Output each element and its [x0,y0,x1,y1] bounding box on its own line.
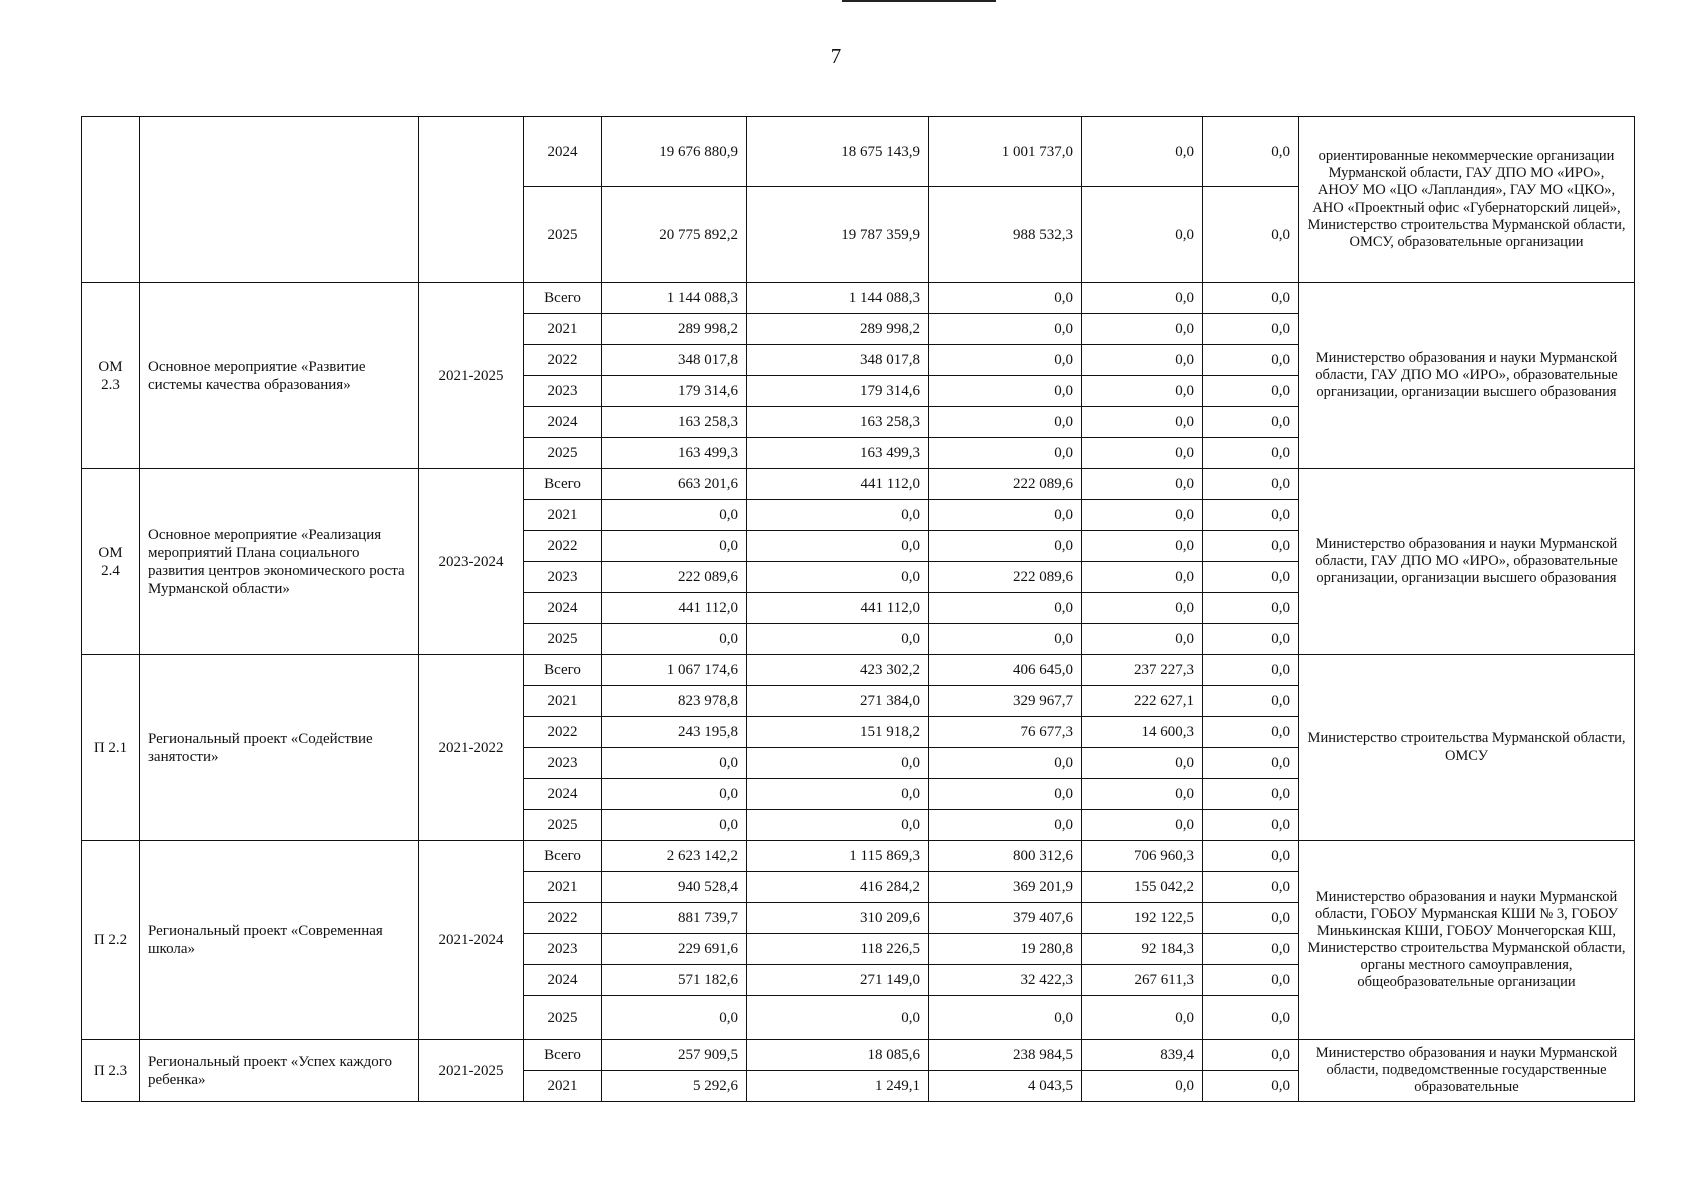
value-cell: 0,0 [1082,562,1203,593]
total-cell: 163 258,3 [602,407,747,438]
activity-code: П 2.1 [82,655,140,841]
value-cell: 0,0 [747,562,929,593]
value-cell: 0,0 [1203,624,1299,655]
activity-period: 2021-2022 [419,655,524,841]
value-cell: 237 227,3 [1082,655,1203,686]
value-cell: 0,0 [1203,407,1299,438]
total-cell: 243 195,8 [602,717,747,748]
total-cell: 0,0 [602,748,747,779]
activity-name: Основное мероприятие «Развитие системы качества образования» [140,283,419,469]
total-cell: 441 112,0 [602,593,747,624]
year-cell: 2021 [524,314,602,345]
value-cell: 222 089,6 [929,469,1082,500]
value-cell: 0,0 [1082,1071,1203,1102]
total-cell: 0,0 [602,810,747,841]
year-cell: 2022 [524,717,602,748]
value-cell: 0,0 [1203,500,1299,531]
value-cell: 0,0 [1082,996,1203,1040]
year-cell: 2024 [524,407,602,438]
total-cell: 289 998,2 [602,314,747,345]
value-cell: 0,0 [1203,187,1299,283]
value-cell: 0,0 [1082,117,1203,187]
value-cell: 151 918,2 [747,717,929,748]
activity-period: 2023-2024 [419,469,524,655]
value-cell: 800 312,6 [929,841,1082,872]
value-cell: 4 043,5 [929,1071,1082,1102]
value-cell: 76 677,3 [929,717,1082,748]
value-cell: 222 089,6 [929,562,1082,593]
value-cell: 0,0 [1203,376,1299,407]
value-cell: 0,0 [747,500,929,531]
value-cell: 14 600,3 [1082,717,1203,748]
value-cell: 238 984,5 [929,1040,1082,1071]
value-cell: 0,0 [1203,748,1299,779]
value-cell: 0,0 [1082,407,1203,438]
value-cell: 0,0 [929,810,1082,841]
value-cell: 706 960,3 [1082,841,1203,872]
value-cell: 0,0 [929,407,1082,438]
activity-code [82,117,140,283]
value-cell: 0,0 [1203,872,1299,903]
value-cell: 0,0 [929,345,1082,376]
value-cell: 32 422,3 [929,965,1082,996]
value-cell: 0,0 [1082,593,1203,624]
value-cell: 0,0 [929,748,1082,779]
value-cell: 0,0 [929,438,1082,469]
executor-cell: Министерство строительства Мурманской области, ОМСУ [1299,655,1635,841]
executor-cell: Министерство образования и науки Мурманской области, подведомственные государственные образовательные [1299,1040,1635,1102]
table-row [82,469,1635,500]
year-cell: Всего [524,283,602,314]
value-cell: 0,0 [747,810,929,841]
total-cell: 1 067 174,6 [602,655,747,686]
value-cell: 0,0 [1082,376,1203,407]
value-cell: 0,0 [1203,1040,1299,1071]
value-cell: 18 085,6 [747,1040,929,1071]
activity-period [419,117,524,283]
value-cell: 0,0 [929,593,1082,624]
year-cell: Всего [524,469,602,500]
value-cell: 271 384,0 [747,686,929,717]
value-cell: 192 122,5 [1082,903,1203,934]
value-cell: 0,0 [1082,187,1203,283]
total-cell: 20 775 892,2 [602,187,747,283]
activity-name [140,117,419,283]
year-cell: 2024 [524,593,602,624]
total-cell: 663 201,6 [602,469,747,500]
page-number: 7 [830,44,842,68]
value-cell: 267 611,3 [1082,965,1203,996]
value-cell: 0,0 [747,748,929,779]
year-cell: 2024 [524,779,602,810]
value-cell: 0,0 [1203,562,1299,593]
executor-cell: Министерство образования и науки Мурманской области, ГОБОУ Мурманская КШИ № 3, ГОБОУ Минькинская КШИ, ГОБОУ Мончегорская КШ, Министерство строительства Мурманской области, органы местного самоуправления, общеобразовательные организации [1299,841,1635,1040]
activity-period: 2021-2024 [419,841,524,1040]
value-cell: 0,0 [1203,438,1299,469]
total-cell: 5 292,6 [602,1071,747,1102]
value-cell: 0,0 [1082,810,1203,841]
table-row [82,655,1635,686]
total-cell: 222 089,6 [602,562,747,593]
value-cell: 0,0 [929,531,1082,562]
value-cell: 0,0 [1082,469,1203,500]
value-cell: 0,0 [1082,531,1203,562]
value-cell: 0,0 [1203,469,1299,500]
value-cell: 0,0 [1203,593,1299,624]
value-cell: 19 787 359,9 [747,187,929,283]
value-cell: 1 249,1 [747,1071,929,1102]
total-cell: 0,0 [602,996,747,1040]
total-cell: 19 676 880,9 [602,117,747,187]
activity-period: 2021-2025 [419,1040,524,1102]
year-cell: 2024 [524,117,602,187]
year-cell: 2023 [524,934,602,965]
value-cell: 163 499,3 [747,438,929,469]
value-cell: 0,0 [1203,1071,1299,1102]
value-cell: 348 017,8 [747,345,929,376]
value-cell: 0,0 [1203,686,1299,717]
value-cell: 163 258,3 [747,407,929,438]
value-cell: 0,0 [1203,965,1299,996]
total-cell: 163 499,3 [602,438,747,469]
year-cell: 2025 [524,996,602,1040]
value-cell: 0,0 [1203,283,1299,314]
value-cell: 222 627,1 [1082,686,1203,717]
year-cell: 2023 [524,376,602,407]
value-cell: 369 201,9 [929,872,1082,903]
value-cell: 329 967,7 [929,686,1082,717]
year-cell: 2022 [524,531,602,562]
value-cell: 0,0 [1203,314,1299,345]
value-cell: 0,0 [1203,655,1299,686]
year-cell: 2023 [524,562,602,593]
activity-period: 2021-2025 [419,283,524,469]
total-cell: 1 144 088,3 [602,283,747,314]
value-cell: 0,0 [929,376,1082,407]
total-cell: 0,0 [602,500,747,531]
value-cell: 0,0 [1203,717,1299,748]
value-cell: 289 998,2 [747,314,929,345]
value-cell: 1 001 737,0 [929,117,1082,187]
value-cell: 441 112,0 [747,593,929,624]
activity-name: Региональный проект «Содействие занятости» [140,655,419,841]
value-cell: 441 112,0 [747,469,929,500]
total-cell: 0,0 [602,531,747,562]
value-cell: 0,0 [1082,779,1203,810]
value-cell: 0,0 [929,283,1082,314]
activity-code: П 2.3 [82,1040,140,1102]
total-cell: 0,0 [602,779,747,810]
executor-cell: Министерство образования и науки Мурманской области, ГАУ ДПО МО «ИРО», образовательные организации, организации высшего образования [1299,283,1635,469]
value-cell: 0,0 [1203,903,1299,934]
activity-name: Региональный проект «Успех каждого ребенка» [140,1040,419,1102]
value-cell: 0,0 [1203,117,1299,187]
value-cell: 0,0 [1203,531,1299,562]
value-cell: 416 284,2 [747,872,929,903]
value-cell: 0,0 [747,531,929,562]
value-cell: 19 280,8 [929,934,1082,965]
year-cell: Всего [524,655,602,686]
year-cell: 2022 [524,345,602,376]
value-cell: 0,0 [1082,283,1203,314]
value-cell: 1 144 088,3 [747,283,929,314]
value-cell: 92 184,3 [1082,934,1203,965]
year-cell: 2023 [524,748,602,779]
value-cell: 0,0 [1082,345,1203,376]
value-cell: 179 314,6 [747,376,929,407]
value-cell: 118 226,5 [747,934,929,965]
value-cell: 839,4 [1082,1040,1203,1071]
value-cell: 423 302,2 [747,655,929,686]
value-cell: 988 532,3 [929,187,1082,283]
activity-code: ОМ 2.4 [82,469,140,655]
executor-cell: ориентированные некоммерческие организации Мурманской области, ГАУ ДПО МО «ИРО», АНОУ МО «ЦО «Лапландия», ГАУ МО «ЦКО», АНО «Проектный офис «Губернаторский лицей», Министерство строительства Мурманской области, ОМСУ, образовательные организации [1299,117,1635,283]
value-cell: 0,0 [1082,314,1203,345]
year-cell: 2022 [524,903,602,934]
value-cell: 0,0 [1082,438,1203,469]
year-cell: 2021 [524,1071,602,1102]
total-cell: 940 528,4 [602,872,747,903]
total-cell: 348 017,8 [602,345,747,376]
value-cell: 406 645,0 [929,655,1082,686]
value-cell: 0,0 [1203,779,1299,810]
table-row [82,1040,1635,1071]
value-cell: 271 149,0 [747,965,929,996]
value-cell: 310 209,6 [747,903,929,934]
activity-name: Региональный проект «Современная школа» [140,841,419,1040]
value-cell: 0,0 [1203,810,1299,841]
value-cell: 379 407,6 [929,903,1082,934]
total-cell: 2 623 142,2 [602,841,747,872]
total-cell: 0,0 [602,624,747,655]
table-row [82,117,1635,187]
year-cell: 2025 [524,438,602,469]
total-cell: 257 909,5 [602,1040,747,1071]
value-cell: 1 115 869,3 [747,841,929,872]
value-cell: 0,0 [929,624,1082,655]
value-cell: 0,0 [1082,500,1203,531]
year-cell: Всего [524,1040,602,1071]
activity-name: Основное мероприятие «Реализация мероприятий Плана социального развития центров экономического роста Мурманской области» [140,469,419,655]
table-row [82,841,1635,872]
value-cell: 0,0 [747,624,929,655]
total-cell: 823 978,8 [602,686,747,717]
year-cell: 2025 [524,810,602,841]
budget-table [81,116,1635,1102]
value-cell: 0,0 [747,779,929,810]
year-cell: Всего [524,841,602,872]
year-cell: 2021 [524,872,602,903]
total-cell: 571 182,6 [602,965,747,996]
year-cell: 2025 [524,624,602,655]
value-cell: 0,0 [1082,624,1203,655]
value-cell: 0,0 [929,314,1082,345]
value-cell: 0,0 [929,500,1082,531]
year-cell: 2021 [524,686,602,717]
top-rule [842,0,996,2]
year-cell: 2024 [524,965,602,996]
value-cell: 18 675 143,9 [747,117,929,187]
year-cell: 2021 [524,500,602,531]
value-cell: 0,0 [1203,996,1299,1040]
table-row [82,283,1635,314]
value-cell: 0,0 [929,996,1082,1040]
executor-cell: Министерство образования и науки Мурманской области, ГАУ ДПО МО «ИРО», образовательные организации, организации высшего образования [1299,469,1635,655]
value-cell: 0,0 [1203,934,1299,965]
total-cell: 179 314,6 [602,376,747,407]
activity-code: П 2.2 [82,841,140,1040]
activity-code: ОМ 2.3 [82,283,140,469]
value-cell: 0,0 [929,779,1082,810]
value-cell: 0,0 [1203,841,1299,872]
year-cell: 2025 [524,187,602,283]
value-cell: 0,0 [1203,345,1299,376]
total-cell: 229 691,6 [602,934,747,965]
value-cell: 0,0 [747,996,929,1040]
value-cell: 155 042,2 [1082,872,1203,903]
total-cell: 881 739,7 [602,903,747,934]
value-cell: 0,0 [1082,748,1203,779]
